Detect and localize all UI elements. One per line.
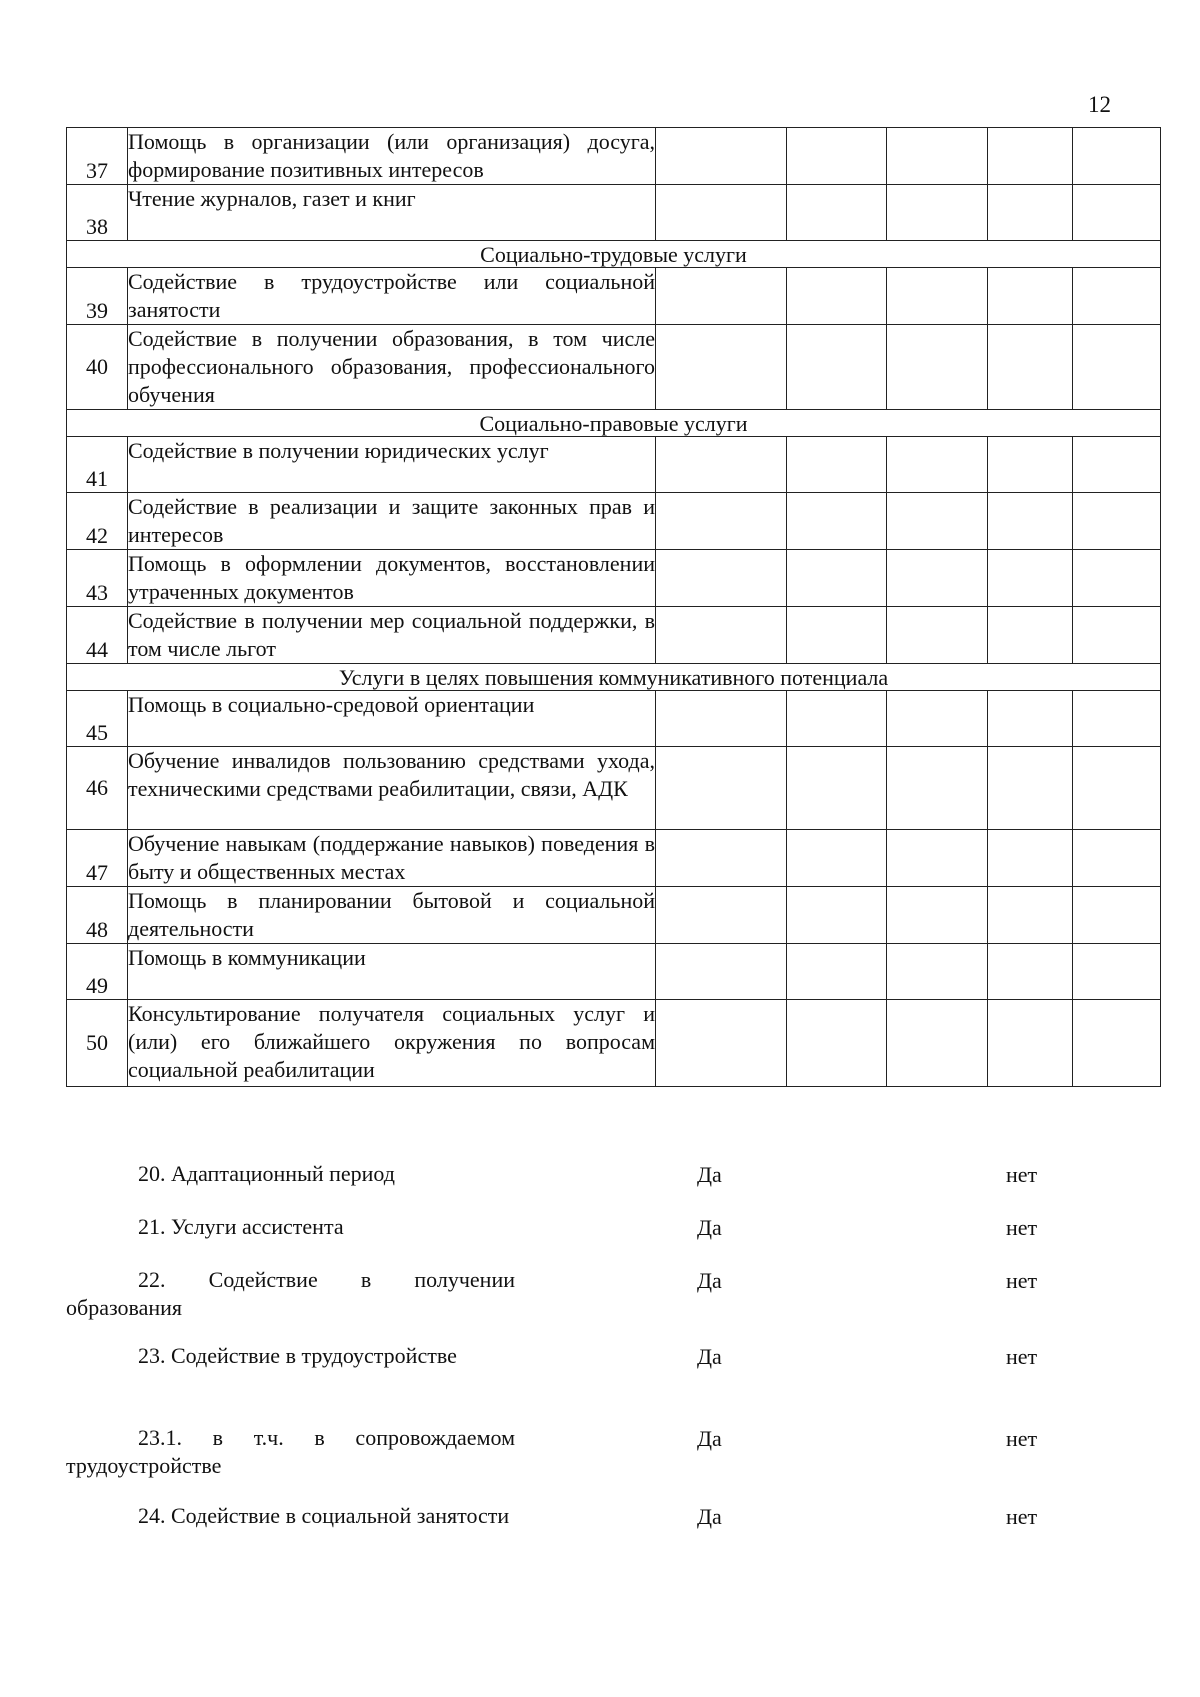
service-name: Помощь в социально-средовой ориентации bbox=[128, 691, 656, 747]
empty-cell[interactable] bbox=[787, 268, 887, 325]
empty-cell[interactable] bbox=[787, 887, 887, 944]
empty-cell[interactable] bbox=[787, 437, 887, 493]
section-title: Социально-трудовые услуги bbox=[67, 241, 1161, 268]
service-name: Содействие в получении юридических услуг bbox=[128, 437, 656, 493]
row-number: 45 bbox=[67, 691, 128, 747]
empty-cell[interactable] bbox=[887, 887, 988, 944]
empty-cell[interactable] bbox=[1073, 268, 1161, 325]
empty-cell[interactable] bbox=[1073, 128, 1161, 185]
question-text: 22. Содействие в получении образования bbox=[66, 1267, 515, 1320]
row-number: 49 bbox=[67, 944, 128, 1000]
empty-cell[interactable] bbox=[1073, 437, 1161, 493]
answer-no[interactable]: нет bbox=[1006, 1162, 1038, 1187]
answer-yes[interactable]: Да bbox=[697, 1268, 722, 1293]
table-row bbox=[67, 944, 1161, 1000]
empty-cell[interactable] bbox=[787, 1000, 887, 1087]
empty-cell[interactable] bbox=[787, 185, 887, 241]
empty-cell[interactable] bbox=[787, 607, 887, 664]
empty-cell[interactable] bbox=[656, 944, 787, 1000]
empty-cell[interactable] bbox=[887, 437, 988, 493]
service-name: Обучение инвалидов пользованию средствами ухода, техническими средствами реабилитации, связи, АДК bbox=[128, 747, 656, 830]
empty-cell[interactable] bbox=[988, 691, 1073, 747]
empty-cell[interactable] bbox=[887, 185, 988, 241]
empty-cell[interactable] bbox=[1073, 493, 1161, 550]
service-name: Содействие в получении мер социальной поддержки, в том числе льгот bbox=[128, 607, 656, 664]
empty-cell[interactable] bbox=[787, 493, 887, 550]
section-header-row bbox=[67, 664, 1161, 691]
empty-cell[interactable] bbox=[988, 944, 1073, 1000]
question-text: 21. Услуги ассистента bbox=[138, 1214, 344, 1239]
service-name: Помощь в коммуникации bbox=[128, 944, 656, 1000]
empty-cell[interactable] bbox=[887, 830, 988, 887]
answer-yes[interactable]: Да bbox=[697, 1504, 722, 1529]
empty-cell[interactable] bbox=[1073, 747, 1161, 830]
row-number: 40 bbox=[67, 325, 128, 410]
table-row bbox=[67, 325, 1161, 410]
row-number: 38 bbox=[67, 185, 128, 241]
table-row bbox=[67, 550, 1161, 607]
empty-cell[interactable] bbox=[988, 1000, 1073, 1087]
table-row bbox=[67, 691, 1161, 747]
empty-cell[interactable] bbox=[656, 268, 787, 325]
empty-cell[interactable] bbox=[887, 268, 988, 325]
question-text: 23. Содействие в трудоустройстве bbox=[138, 1343, 457, 1368]
empty-cell[interactable] bbox=[787, 944, 887, 1000]
table-row bbox=[67, 887, 1161, 944]
table-row bbox=[67, 607, 1161, 664]
service-name: Содействие в трудоустройстве или социальной занятости bbox=[128, 268, 656, 325]
question-text: 20. Адаптационный период bbox=[138, 1161, 395, 1186]
table-row bbox=[67, 747, 1161, 830]
row-number: 46 bbox=[67, 747, 128, 830]
empty-cell[interactable] bbox=[988, 607, 1073, 664]
service-name: Помощь в организации (или организация) досуга, формирование позитивных интересов bbox=[128, 128, 656, 185]
empty-cell[interactable] bbox=[787, 747, 887, 830]
empty-cell[interactable] bbox=[887, 747, 988, 830]
empty-cell[interactable] bbox=[887, 1000, 988, 1087]
empty-cell[interactable] bbox=[656, 128, 787, 185]
answer-no[interactable]: нет bbox=[1006, 1215, 1038, 1240]
answer-yes[interactable]: Да bbox=[697, 1344, 722, 1369]
table-row bbox=[67, 830, 1161, 887]
table-row bbox=[67, 128, 1161, 185]
empty-cell[interactable] bbox=[988, 550, 1073, 607]
row-number: 47 bbox=[67, 830, 128, 887]
empty-cell[interactable] bbox=[787, 830, 887, 887]
service-name: Консультирование получателя социальных услуг и (или) его ближайшего окружения по вопросам социальной реабилитации bbox=[128, 1000, 656, 1087]
answer-no[interactable]: нет bbox=[1006, 1268, 1038, 1293]
empty-cell[interactable] bbox=[656, 550, 787, 607]
answer-no[interactable]: нет bbox=[1006, 1504, 1038, 1529]
answer-no[interactable]: нет bbox=[1006, 1426, 1038, 1451]
empty-cell[interactable] bbox=[988, 493, 1073, 550]
empty-cell[interactable] bbox=[1073, 887, 1161, 944]
empty-cell[interactable] bbox=[988, 887, 1073, 944]
empty-cell[interactable] bbox=[1073, 1000, 1161, 1087]
service-name: Помощь в планировании бытовой и социальной деятельности bbox=[128, 887, 656, 944]
empty-cell[interactable] bbox=[887, 128, 988, 185]
answer-yes[interactable]: Да bbox=[697, 1426, 722, 1451]
service-name: Помощь в оформлении документов, восстановлении утраченных документов bbox=[128, 550, 656, 607]
table-row bbox=[67, 1000, 1161, 1087]
empty-cell[interactable] bbox=[988, 128, 1073, 185]
empty-cell[interactable] bbox=[787, 550, 887, 607]
empty-cell[interactable] bbox=[656, 830, 787, 887]
empty-cell[interactable] bbox=[887, 944, 988, 1000]
empty-cell[interactable] bbox=[656, 325, 787, 410]
empty-cell[interactable] bbox=[988, 437, 1073, 493]
empty-cell[interactable] bbox=[1073, 607, 1161, 664]
section-title: Социально-правовые услуги bbox=[67, 410, 1161, 437]
section-header-row bbox=[67, 410, 1161, 437]
row-number: 48 bbox=[67, 887, 128, 944]
empty-cell[interactable] bbox=[887, 691, 988, 747]
empty-cell[interactable] bbox=[1073, 944, 1161, 1000]
empty-cell[interactable] bbox=[656, 747, 787, 830]
empty-cell[interactable] bbox=[988, 747, 1073, 830]
empty-cell[interactable] bbox=[988, 325, 1073, 410]
empty-cell[interactable] bbox=[887, 607, 988, 664]
question-text: 23.1. в т.ч. в сопровождаемом трудоустройстве bbox=[66, 1425, 515, 1478]
empty-cell[interactable] bbox=[656, 437, 787, 493]
table-row bbox=[67, 268, 1161, 325]
table-row bbox=[67, 437, 1161, 493]
empty-cell[interactable] bbox=[656, 493, 787, 550]
empty-cell[interactable] bbox=[656, 887, 787, 944]
empty-cell[interactable] bbox=[887, 325, 988, 410]
section-title: Услуги в целях повышения коммуникативного потенциала bbox=[67, 664, 1161, 691]
empty-cell[interactable] bbox=[1073, 325, 1161, 410]
empty-cell[interactable] bbox=[787, 128, 887, 185]
service-name: Обучение навыкам (поддержание навыков) поведения в быту и общественных местах bbox=[128, 830, 656, 887]
question-text: 24. Содействие в социальной занятости bbox=[138, 1503, 510, 1528]
answer-yes[interactable]: Да bbox=[697, 1162, 722, 1187]
section-header-row bbox=[67, 241, 1161, 268]
row-number: 43 bbox=[67, 550, 128, 607]
service-name: Содействие в реализации и защите законных прав и интересов bbox=[128, 493, 656, 550]
row-number: 44 bbox=[67, 607, 128, 664]
empty-cell[interactable] bbox=[787, 691, 887, 747]
empty-cell[interactable] bbox=[656, 1000, 787, 1087]
table-row bbox=[67, 493, 1161, 550]
empty-cell[interactable] bbox=[787, 325, 887, 410]
row-number: 42 bbox=[67, 493, 128, 550]
table-row bbox=[67, 185, 1161, 241]
row-number: 50 bbox=[67, 1000, 128, 1087]
empty-cell[interactable] bbox=[887, 550, 988, 607]
answer-no[interactable]: нет bbox=[1006, 1344, 1038, 1369]
empty-cell[interactable] bbox=[988, 268, 1073, 325]
empty-cell[interactable] bbox=[656, 607, 787, 664]
empty-cell[interactable] bbox=[1073, 550, 1161, 607]
row-number: 39 bbox=[67, 268, 128, 325]
empty-cell[interactable] bbox=[656, 691, 787, 747]
service-name: Чтение журналов, газет и книг bbox=[128, 185, 656, 241]
empty-cell[interactable] bbox=[1073, 691, 1161, 747]
row-number: 41 bbox=[67, 437, 128, 493]
empty-cell[interactable] bbox=[887, 493, 988, 550]
services-table bbox=[66, 127, 1161, 1087]
row-number: 37 bbox=[67, 128, 128, 185]
empty-cell[interactable] bbox=[988, 830, 1073, 887]
page-number: 12 bbox=[1088, 92, 1111, 117]
empty-cell[interactable] bbox=[988, 185, 1073, 241]
service-name: Содействие в получении образования, в том числе профессионального образования, профессионального обучения bbox=[128, 325, 656, 410]
empty-cell[interactable] bbox=[1073, 830, 1161, 887]
answer-yes[interactable]: Да bbox=[697, 1215, 722, 1240]
empty-cell[interactable] bbox=[1073, 185, 1161, 241]
empty-cell[interactable] bbox=[656, 185, 787, 241]
